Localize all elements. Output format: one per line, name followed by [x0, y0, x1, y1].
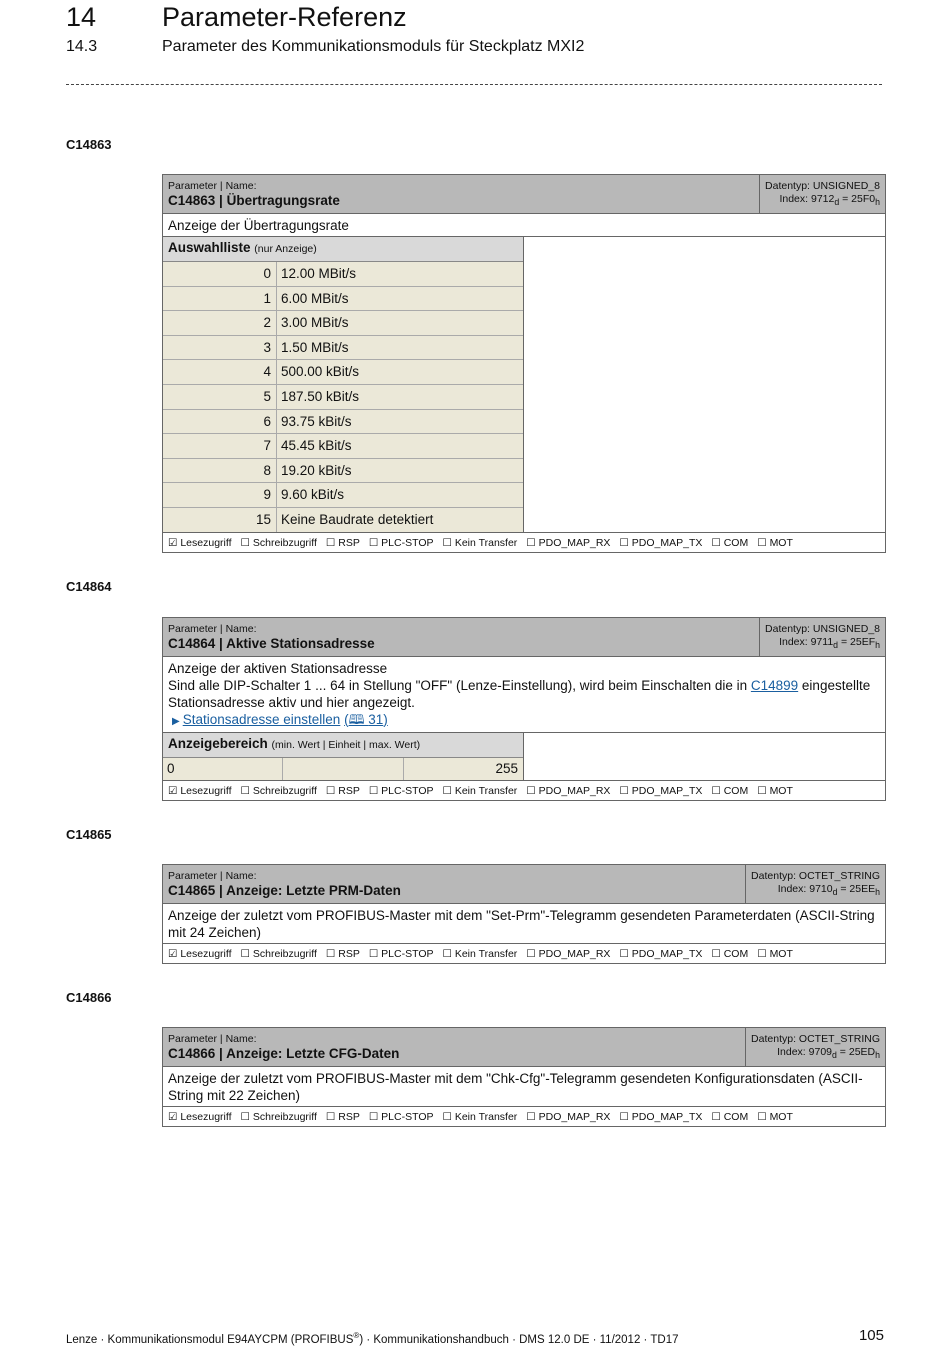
checkbox-icon: ☐: [240, 948, 250, 961]
access-flag-label: COM: [723, 536, 749, 549]
access-flag-label: MOT: [769, 536, 793, 549]
checked-box-icon: ☑: [168, 536, 178, 549]
checkbox-icon: ☐: [619, 1111, 629, 1124]
checked-box-icon: ☑: [168, 1111, 178, 1124]
access-flag: [757, 537, 793, 549]
access-flag: [443, 1111, 518, 1123]
checkbox-icon: ☐: [240, 1111, 250, 1124]
param-table: [162, 1027, 886, 1127]
access-flag: [326, 785, 360, 797]
access-flag-label: PLC-STOP: [381, 1111, 434, 1124]
param-table: [162, 174, 886, 553]
access-flag: [711, 785, 748, 797]
checked-box-icon: ☑: [168, 785, 178, 798]
param-description: Anzeige der Übertragungsrate: [163, 214, 885, 237]
access-flag-label: Schreibzugriff: [252, 948, 317, 961]
list-row: 5 187.50 kBit/s: [163, 385, 523, 410]
list-row: 3 1.50 MBit/s: [163, 336, 523, 361]
checkbox-icon: ☐: [526, 536, 536, 549]
display-range: [163, 733, 524, 780]
stationsadresse-link[interactable]: Stationsadresse einstellen: [182, 712, 341, 728]
checkbox-icon: ☐: [619, 785, 629, 798]
param-code-heading: C14863: [66, 137, 112, 152]
param-description: Anzeige der aktiven Stationsadresse Sind alle DIP-Schalter 1 ... 64 in Stellung "OFF" (Lenze-Einstellung), wird beim Einschalten die in C14899 eingestellte Stationsadresse aktiv und hier angezeigt. ▶ Stationsadresse einstellen (🕮 31): [163, 657, 885, 733]
access-flag-label: RSP: [338, 785, 360, 798]
list-row: 15 Keine Baudrate detektiert: [163, 508, 523, 532]
access-flag-label: Schreibzugriff: [252, 785, 317, 798]
access-flag: [168, 537, 232, 549]
access-flags: [163, 781, 885, 800]
param-name: C14866 | Anzeige: Letzte CFG-Daten: [168, 1046, 400, 1061]
checkbox-icon: ☐: [240, 536, 250, 549]
access-flag-label: COM: [723, 785, 749, 798]
checkbox-icon: ☐: [711, 785, 721, 798]
access-flag-label: COM: [723, 948, 749, 961]
selection-list-header: Auswahlliste (nur Anzeige): [163, 237, 523, 262]
access-flag-label: Kein Transfer: [454, 536, 518, 549]
access-flag-label: Lesezugriff: [180, 785, 232, 798]
param-table-header: [163, 1028, 885, 1067]
checkbox-icon: ☐: [442, 1111, 452, 1124]
book-icon: 🕮: [348, 712, 365, 728]
access-flag-label: RSP: [338, 948, 360, 961]
see-also: [168, 711, 880, 730]
param-label: Parameter | Name:: [168, 870, 257, 882]
access-flag: [757, 785, 793, 797]
param-table-header: [163, 865, 885, 904]
access-flag: [168, 948, 232, 960]
section-number: 14.3: [66, 38, 98, 55]
access-flag-label: PDO_MAP_TX: [631, 1111, 703, 1124]
param-code-heading: C14866: [66, 990, 112, 1005]
access-flag-label: PDO_MAP_TX: [631, 785, 703, 798]
checkbox-icon: ☐: [325, 1111, 336, 1124]
param-name: C14863 | Übertragungsrate: [168, 193, 340, 208]
checkbox-icon: ☐: [368, 948, 379, 961]
list-row: 2 3.00 MBit/s: [163, 311, 523, 336]
datatype: Datentyp: UNSIGNED_8: [765, 180, 880, 192]
param-name: C14864 | Aktive Stationsadresse: [168, 636, 375, 651]
access-flag: [526, 1111, 610, 1123]
access-flag-label: RSP: [338, 536, 360, 549]
checkbox-icon: ☐: [325, 948, 336, 961]
access-flag: [241, 537, 317, 549]
checkbox-icon: ☐: [526, 1111, 536, 1124]
param-table-header: [163, 618, 885, 657]
checkbox-icon: ☐: [368, 785, 379, 798]
display-range-values: [163, 758, 523, 780]
checkbox-icon: ☐: [526, 785, 536, 798]
access-flag: [168, 1111, 232, 1123]
access-flag-label: Kein Transfer: [454, 1111, 518, 1124]
index: Index: $9711_d = 25EF_h$: [779, 636, 880, 651]
arrow-right-icon: ▶: [172, 716, 180, 728]
access-flag-label: PDO_MAP_TX: [631, 536, 703, 549]
checkbox-icon: ☐: [442, 536, 452, 549]
access-flag: [369, 537, 434, 549]
checkbox-icon: ☐: [757, 785, 767, 798]
datatype: Datentyp: UNSIGNED_8: [765, 623, 880, 635]
display-range-header: Anzeigebereich (min. Wert | Einheit | max. Wert): [163, 733, 523, 758]
checked-box-icon: ☑: [168, 948, 178, 961]
access-flag-label: Lesezugriff: [180, 948, 232, 961]
access-flag: [369, 785, 434, 797]
access-flag: [443, 948, 518, 960]
access-flag: [526, 948, 610, 960]
param-table: [162, 617, 886, 801]
checkbox-icon: ☐: [757, 948, 767, 961]
checkbox-icon: ☐: [368, 1111, 379, 1124]
access-flag: [443, 785, 518, 797]
access-flag-label: PDO_MAP_RX: [538, 536, 611, 549]
access-flag-label: MOT: [769, 785, 793, 798]
access-flag: [326, 1111, 360, 1123]
access-flag-label: COM: [723, 1111, 749, 1124]
access-flag: [526, 785, 610, 797]
list-row: 8 19.20 kBit/s: [163, 459, 523, 484]
access-flag: [757, 948, 793, 960]
param-code-heading: C14865: [66, 827, 112, 842]
checkbox-icon: ☐: [619, 948, 629, 961]
access-flag-label: Lesezugriff: [180, 1111, 232, 1124]
param-code-heading: C14864: [66, 579, 112, 594]
access-flag-label: PLC-STOP: [381, 785, 434, 798]
list-row: 6 93.75 kBit/s: [163, 410, 523, 435]
page-footer: Lenze · Kommunikationsmodul E94AYCPM (PROFIBUS®) · Kommunikationshandbuch · DMS 12.0 DE · 11/2012 · TD17: [66, 1331, 679, 1346]
c14899-link[interactable]: C14899: [750, 678, 799, 694]
selection-list: [163, 237, 524, 532]
checkbox-icon: ☐: [711, 948, 721, 961]
access-flag: [711, 948, 748, 960]
param-table: [162, 864, 886, 964]
index: Index: $9709_d = 25ED_h$: [777, 1046, 880, 1061]
access-flag-label: PDO_MAP_TX: [631, 948, 703, 961]
checkbox-icon: ☐: [711, 1111, 721, 1124]
access-flag: [711, 537, 748, 549]
param-label: Parameter | Name:: [168, 623, 257, 635]
range-max: 255: [495, 761, 518, 777]
param-description: Anzeige der zuletzt vom PROFIBUS-Master mit dem "Chk-Cfg"-Telegramm gesendeten Konfigurationsdaten (ASCII-String mit 22 Zeichen): [163, 1067, 885, 1107]
access-flag-label: Schreibzugriff: [252, 536, 317, 549]
access-flag-label: MOT: [769, 1111, 793, 1124]
datatype: Datentyp: OCTET_STRING: [751, 870, 880, 882]
access-flags: [163, 944, 885, 963]
list-row: 4 500.00 kBit/s: [163, 360, 523, 385]
index: Index: $9712_d = 25F0_h$: [779, 193, 880, 208]
access-flag: [326, 948, 360, 960]
access-flag: [241, 785, 317, 797]
param-name: C14865 | Anzeige: Letzte PRM-Daten: [168, 883, 401, 898]
chapter-number: 14: [66, 2, 97, 32]
access-flag: [443, 537, 518, 549]
param-description: Anzeige der zuletzt vom PROFIBUS-Master mit dem "Set-Prm"-Telegramm gesendeten Parameterdaten (ASCII-String mit 24 Zeichen): [163, 904, 885, 944]
access-flag-label: PLC-STOP: [381, 948, 434, 961]
access-flag: [619, 948, 702, 960]
list-row: 0 12.00 MBit/s: [163, 262, 523, 287]
access-flag-label: Kein Transfer: [454, 948, 518, 961]
access-flags: [163, 533, 885, 552]
chapter-title: Parameter-Referenz: [162, 2, 407, 32]
checkbox-icon: ☐: [325, 536, 336, 549]
access-flags: [163, 1107, 885, 1126]
range-unit: [283, 758, 403, 780]
checkbox-icon: ☐: [442, 785, 452, 798]
access-flag-label: PDO_MAP_RX: [538, 1111, 611, 1124]
access-flag-label: PDO_MAP_RX: [538, 785, 611, 798]
datatype: Datentyp: OCTET_STRING: [751, 1033, 880, 1045]
list-row: 1 6.00 MBit/s: [163, 287, 523, 312]
access-flag-label: Lesezugriff: [180, 536, 232, 549]
access-flag-label: MOT: [769, 948, 793, 961]
page-number: 105: [858, 1327, 884, 1344]
list-row: 9 9.60 kBit/s: [163, 483, 523, 508]
access-flag: [526, 537, 610, 549]
range-min: 0: [163, 758, 283, 780]
access-flag-label: PDO_MAP_RX: [538, 948, 611, 961]
header-divider: [66, 84, 882, 85]
access-flag-label: Kein Transfer: [454, 785, 518, 798]
param-table-header: [163, 175, 885, 214]
param-label: Parameter | Name:: [168, 1033, 257, 1045]
access-flag: [711, 1111, 748, 1123]
checkbox-icon: ☐: [368, 536, 379, 549]
access-flag: [757, 1111, 793, 1123]
access-flag: [168, 785, 232, 797]
checkbox-icon: ☐: [442, 948, 452, 961]
access-flag: [619, 537, 702, 549]
access-flag-label: Schreibzugriff: [252, 1111, 317, 1124]
access-flag-label: PLC-STOP: [381, 536, 434, 549]
checkbox-icon: ☐: [526, 948, 536, 961]
access-flag: [619, 785, 702, 797]
access-flag: [619, 1111, 702, 1123]
param-label: Parameter | Name:: [168, 180, 257, 192]
access-flag: [241, 1111, 317, 1123]
checkbox-icon: ☐: [711, 536, 721, 549]
access-flag: [369, 948, 434, 960]
checkbox-icon: ☐: [757, 1111, 767, 1124]
access-flag-label: RSP: [338, 1111, 360, 1124]
section-title: Parameter des Kommunikationsmoduls für Steckplatz MXI2: [162, 38, 585, 55]
checkbox-icon: ☐: [325, 785, 336, 798]
checkbox-icon: ☐: [757, 536, 767, 549]
checkbox-icon: ☐: [619, 536, 629, 549]
list-row: 7 45.45 kBit/s: [163, 434, 523, 459]
checkbox-icon: ☐: [240, 785, 250, 798]
index: Index: $9710_d = 25EE_h$: [777, 883, 880, 898]
access-flag: [241, 948, 317, 960]
access-flag: [326, 537, 360, 549]
page-ref-link[interactable]: (🕮 31): [344, 712, 388, 728]
access-flag: [369, 1111, 434, 1123]
